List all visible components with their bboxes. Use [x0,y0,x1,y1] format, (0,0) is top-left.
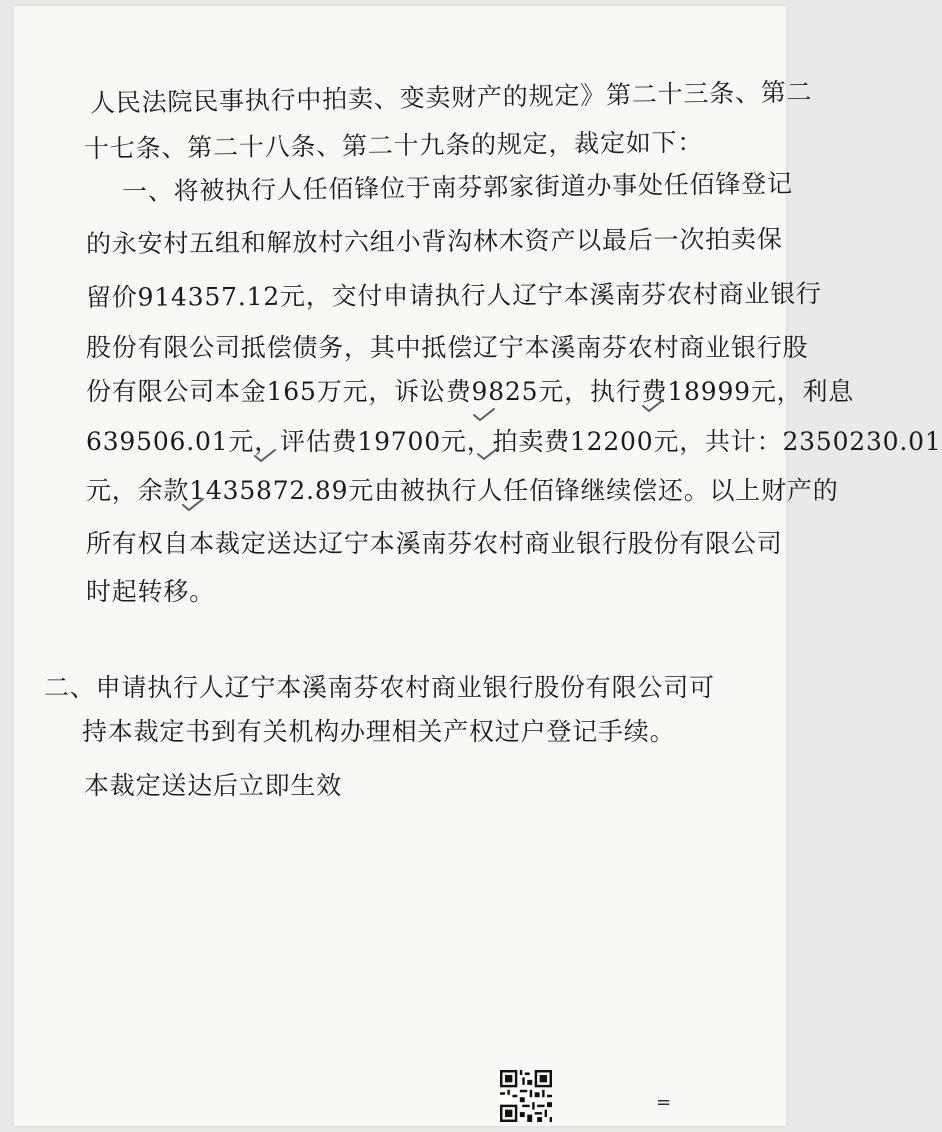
check-mark-icon [182,498,204,512]
qr-code-icon [500,1070,552,1122]
text-line-9: 元，余款1435872.89元由被执行人任佰锋继续偿还。以上财产的 [86,476,839,505]
check-mark-icon [477,447,499,461]
text-line-7: 份有限公司本金165万元，诉讼费9825元，执行费18999元，利息 [86,377,855,406]
text-line-14: 本裁定送达后立即生效 [84,771,343,800]
text-line-13: 持本裁定书到有关机构办理相关产权过户登记手续。 [82,717,676,746]
check-mark-icon [254,449,276,463]
text-line-10: 所有权自本裁定送达辽宁本溪南芬农村商业银行股份有限公司 [86,529,783,558]
document-page [14,6,942,1126]
footer-mark: = [656,1092,672,1113]
text-line-5: 留价914357.12元，交付申请执行人辽宁本溪南芬农村商业银行 [85,279,822,312]
text-line-2: 十七条、第二十八条、第二十九条的规定，裁定如下： [83,127,704,164]
check-mark-icon [473,408,495,422]
check-mark-icon [642,399,664,413]
text-line-3: 一、将被执行人任佰锋位于南芬郭家街道办事处任佰锋登记 [121,168,793,207]
text-line-11: 时起转移。 [86,577,216,606]
text-line-4: 的永安村五组和解放村六组小背沟林木资产以最后一次拍卖保 [85,224,783,259]
text-line-12: 二、申请执行人辽宁本溪南芬农村商业银行股份有限公司可 [44,673,715,702]
text-line-6: 股份有限公司抵偿债务，其中抵偿辽宁本溪南芬农村商业银行股 [86,333,809,362]
text-line-1: 人民法院民事执行中拍卖、变卖财产的规定》第二十三条、第二 [89,77,813,118]
text-line-8: 639506.01元，评估费19700元，拍卖费12200元，共计：2350230.01 [86,427,942,456]
